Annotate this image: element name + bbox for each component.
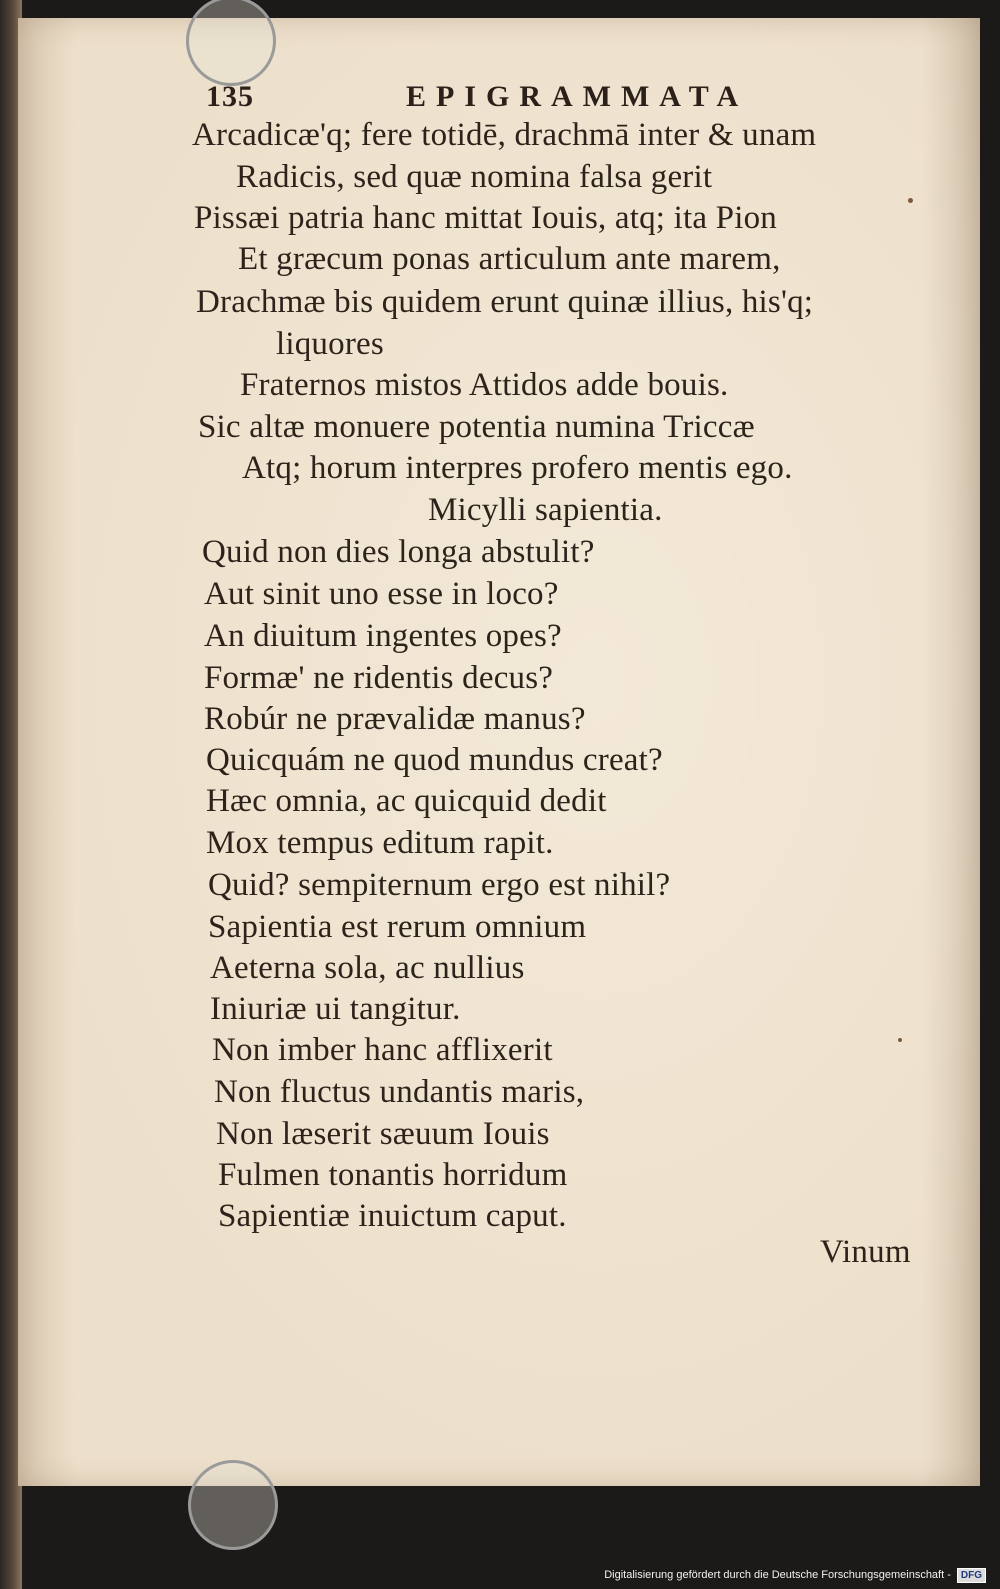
top-page-clip <box>186 0 276 86</box>
poem-title: Micylli sapientia. <box>428 492 663 528</box>
text-line: Fraternos mistos Attidos adde bouis. <box>240 367 729 403</box>
text-line: Radicis, sed quæ nomina falsa gerit <box>236 159 713 195</box>
text-line: Formæ' ne ridentis decus? <box>204 660 554 696</box>
text-line: Iniuriæ ui tangitur. <box>210 991 461 1027</box>
text-line: Quid non dies longa abstulit? <box>202 534 595 570</box>
text-line: Non fluctus undantis maris, <box>214 1074 585 1110</box>
text-line: Non læserit sæuum Iouis <box>216 1116 550 1152</box>
text-line: liquores <box>276 326 384 362</box>
running-head: EPIGRAMMATA <box>406 80 749 113</box>
text-line: Quicquám ne quod mundus creat? <box>206 742 663 778</box>
page-number: 135 <box>206 80 254 113</box>
bottom-page-clip <box>188 1460 278 1550</box>
text-line: Mox tempus editum rapit. <box>206 825 554 861</box>
text-line: Arcadicæ'q; fere totidē, drachmā inter & unam <box>192 117 817 153</box>
text-line: Et græcum ponas articulum ante marem, <box>238 241 781 277</box>
book-page <box>18 18 980 1486</box>
text-line: Robúr ne prævalidæ manus? <box>204 701 586 737</box>
text-line: Sapientia est rerum omnium <box>208 909 587 945</box>
catchword: Vinum <box>820 1234 911 1270</box>
text-line: Atq; horum interpres profero mentis ego. <box>242 450 793 486</box>
footer-credit-text: Digitalisierung gefördert durch die Deutsche Forschungsgemeinschaft - <box>604 1569 951 1581</box>
dfg-logo: DFG <box>957 1568 986 1583</box>
page-header <box>206 80 806 120</box>
ink-speck <box>898 1038 902 1042</box>
text-line: Drachmæ bis quidem erunt quinæ illius, his'q; <box>196 284 814 320</box>
text-line: Quid? sempiternum ergo est nihil? <box>208 867 671 903</box>
ink-speck <box>908 198 913 203</box>
text-line: Sic altæ monuere potentia numina Triccæ <box>198 409 755 445</box>
text-line: Sapientiæ inuictum caput. <box>218 1198 567 1234</box>
text-line: Hæc omnia, ac quicquid dedit <box>206 783 607 819</box>
text-line: Pissæi patria hanc mittat Iouis, atq; ita Pion <box>194 200 777 236</box>
text-line: An diuitum ingentes opes? <box>204 618 562 654</box>
text-line: Aeterna sola, ac nullius <box>210 950 525 986</box>
digitization-footer <box>604 1565 986 1585</box>
text-line: Non imber hanc afflixerit <box>212 1032 553 1068</box>
text-line: Fulmen tonantis horridum <box>218 1157 568 1193</box>
text-line: Aut sinit uno esse in loco? <box>204 576 559 612</box>
